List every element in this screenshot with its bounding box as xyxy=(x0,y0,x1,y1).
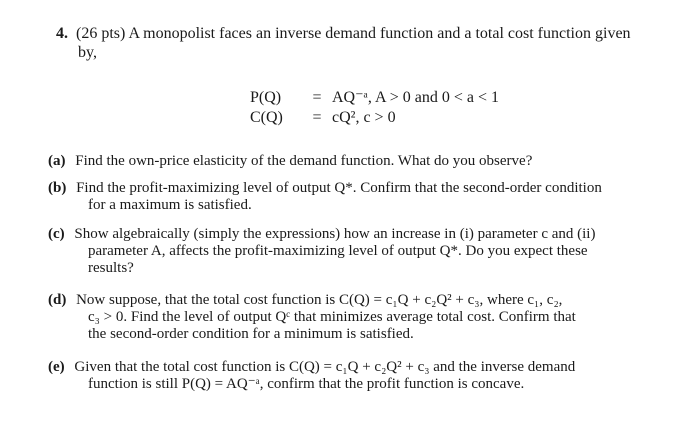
equation-rhs: cQ², c > 0 xyxy=(332,109,396,126)
part-text-continued: parameter A, affects the profit-maximizing level of output Q*. Do you expect these xyxy=(88,243,588,259)
part-text-continued: function is still P(Q) = AQ⁻ᵃ, confirm that the profit function is concave. xyxy=(88,376,525,392)
equation-block xyxy=(250,88,499,128)
part-label: (a) xyxy=(48,153,66,169)
equals-sign: = xyxy=(312,109,322,126)
part-text: Given that the total cost function is C(Q) = c₁Q + c₂Q² + c₃ and the inverse demand xyxy=(74,359,576,375)
equation-demand xyxy=(250,88,499,108)
part-text-continued: for a maximum is satisfied. xyxy=(88,197,252,213)
equals-sign: = xyxy=(312,89,322,106)
part-text-continued: the second-order condition for a minimum is satisfied. xyxy=(88,326,414,342)
part-text: Show algebraically (simply the expressions) how an increase in (i) parameter c and (ii) xyxy=(74,226,596,242)
problem-intro-line2: by, xyxy=(78,44,97,61)
part-e xyxy=(48,359,656,393)
equation-cost xyxy=(250,108,499,128)
problem-intro-line1: (26 pts) A monopolist faces an inverse demand function and a total cost function given xyxy=(76,25,631,42)
part-b xyxy=(48,180,656,214)
problem-statement xyxy=(56,24,666,62)
part-text: Now suppose, that the total cost function is C(Q) = c₁Q + c₂Q² + c₃, where c₁, c₂, xyxy=(76,292,563,308)
part-label: (b) xyxy=(48,180,67,196)
part-c xyxy=(48,226,656,277)
equation-rhs: AQ⁻ᵃ, A > 0 and 0 < a < 1 xyxy=(332,89,499,106)
part-text: Find the own-price elasticity of the demand function. What do you observe? xyxy=(75,153,533,169)
equation-lhs: C(Q) xyxy=(250,109,283,126)
part-label: (c) xyxy=(48,226,65,242)
part-label: (e) xyxy=(48,359,65,375)
part-text-continued: c₃ > 0. Find the level of output Qᶜ that minimizes average total cost. Confirm that xyxy=(88,309,576,325)
equation-lhs: P(Q) xyxy=(250,89,282,106)
part-text-continued: results? xyxy=(88,260,134,276)
problem-number: 4. xyxy=(56,25,68,42)
part-label: (d) xyxy=(48,292,67,308)
part-d xyxy=(48,292,656,343)
part-a xyxy=(48,153,656,170)
part-text: Find the profit-maximizing level of output Q*. Confirm that the second-order condition xyxy=(76,180,602,196)
